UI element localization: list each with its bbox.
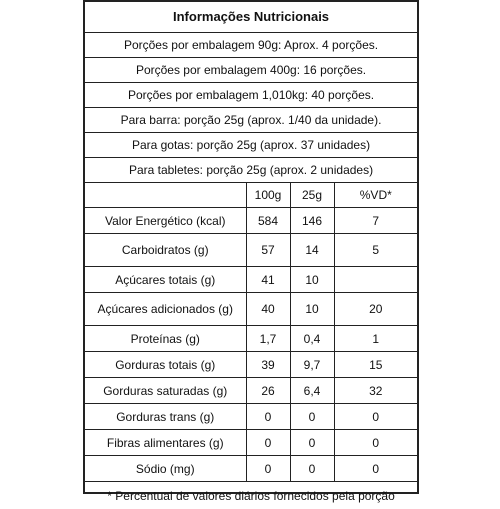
nutrition-facts-panel xyxy=(83,0,419,494)
table-row xyxy=(85,326,417,352)
table-row xyxy=(85,430,417,456)
value-25g: 0 xyxy=(290,404,334,430)
table-row xyxy=(85,234,417,267)
serving-info-400g: Porções por embalagem 400g: 16 porções. xyxy=(85,58,417,83)
table-row xyxy=(85,378,417,404)
column-header-100g: 100g xyxy=(246,183,290,208)
value-25g: 9,7 xyxy=(290,352,334,378)
value-100g: 0 xyxy=(246,456,290,482)
value-vd: 1 xyxy=(334,326,417,352)
value-vd: 0 xyxy=(334,404,417,430)
table-row xyxy=(85,352,417,378)
nutrient-name: Proteínas (g) xyxy=(85,326,246,352)
value-25g: 10 xyxy=(290,267,334,293)
value-vd: 32 xyxy=(334,378,417,404)
nutrient-name: Gorduras saturadas (g) xyxy=(85,378,246,404)
value-25g: 0 xyxy=(290,430,334,456)
value-vd: 7 xyxy=(334,208,417,234)
value-vd: 20 xyxy=(334,293,417,326)
serving-info-barra: Para barra: porção 25g (aprox. 1/40 da unidade). xyxy=(85,108,417,133)
value-100g: 584 xyxy=(246,208,290,234)
serving-info-90g: Porções por embalagem 90g: Aprox. 4 porções. xyxy=(85,33,417,58)
serving-info-1010kg: Porções por embalagem 1,010kg: 40 porções. xyxy=(85,83,417,108)
nutrient-name: Fibras alimentares (g) xyxy=(85,430,246,456)
table-row xyxy=(85,456,417,482)
nutrient-name: Valor Energético (kcal) xyxy=(85,208,246,234)
column-header-vd: %VD* xyxy=(334,183,417,208)
value-100g: 57 xyxy=(246,234,290,267)
value-100g: 26 xyxy=(246,378,290,404)
nutrient-name: Açúcares totais (g) xyxy=(85,267,246,293)
table-row xyxy=(85,404,417,430)
column-header-25g: 25g xyxy=(290,183,334,208)
value-vd: 0 xyxy=(334,456,417,482)
value-25g: 146 xyxy=(290,208,334,234)
nutrient-name: Sódio (mg) xyxy=(85,456,246,482)
value-vd xyxy=(334,267,417,293)
value-100g: 41 xyxy=(246,267,290,293)
table-row xyxy=(85,267,417,293)
value-25g: 6,4 xyxy=(290,378,334,404)
value-100g: 40 xyxy=(246,293,290,326)
value-100g: 0 xyxy=(246,430,290,456)
nutrition-table xyxy=(85,2,417,509)
nutrient-name: Gorduras trans (g) xyxy=(85,404,246,430)
value-25g: 10 xyxy=(290,293,334,326)
table-row xyxy=(85,293,417,326)
nutrient-name: Carboidratos (g) xyxy=(85,234,246,267)
value-vd: 0 xyxy=(334,430,417,456)
table-row xyxy=(85,208,417,234)
column-header-nutrient xyxy=(85,183,246,208)
footnote: * Percentual de valores diários fornecidos pela porção xyxy=(85,482,417,509)
value-100g: 0 xyxy=(246,404,290,430)
value-vd: 15 xyxy=(334,352,417,378)
value-100g: 1,7 xyxy=(246,326,290,352)
value-100g: 39 xyxy=(246,352,290,378)
nutrient-name: Gorduras totais (g) xyxy=(85,352,246,378)
nutrient-name: Açúcares adicionados (g) xyxy=(85,293,246,326)
table-title: Informações Nutricionais xyxy=(85,2,417,33)
value-25g: 0,4 xyxy=(290,326,334,352)
serving-info-tabletes: Para tabletes: porção 25g (aprox. 2 unidades) xyxy=(85,158,417,183)
value-25g: 0 xyxy=(290,456,334,482)
value-25g: 14 xyxy=(290,234,334,267)
serving-info-gotas: Para gotas: porção 25g (aprox. 37 unidades) xyxy=(85,133,417,158)
value-vd: 5 xyxy=(334,234,417,267)
